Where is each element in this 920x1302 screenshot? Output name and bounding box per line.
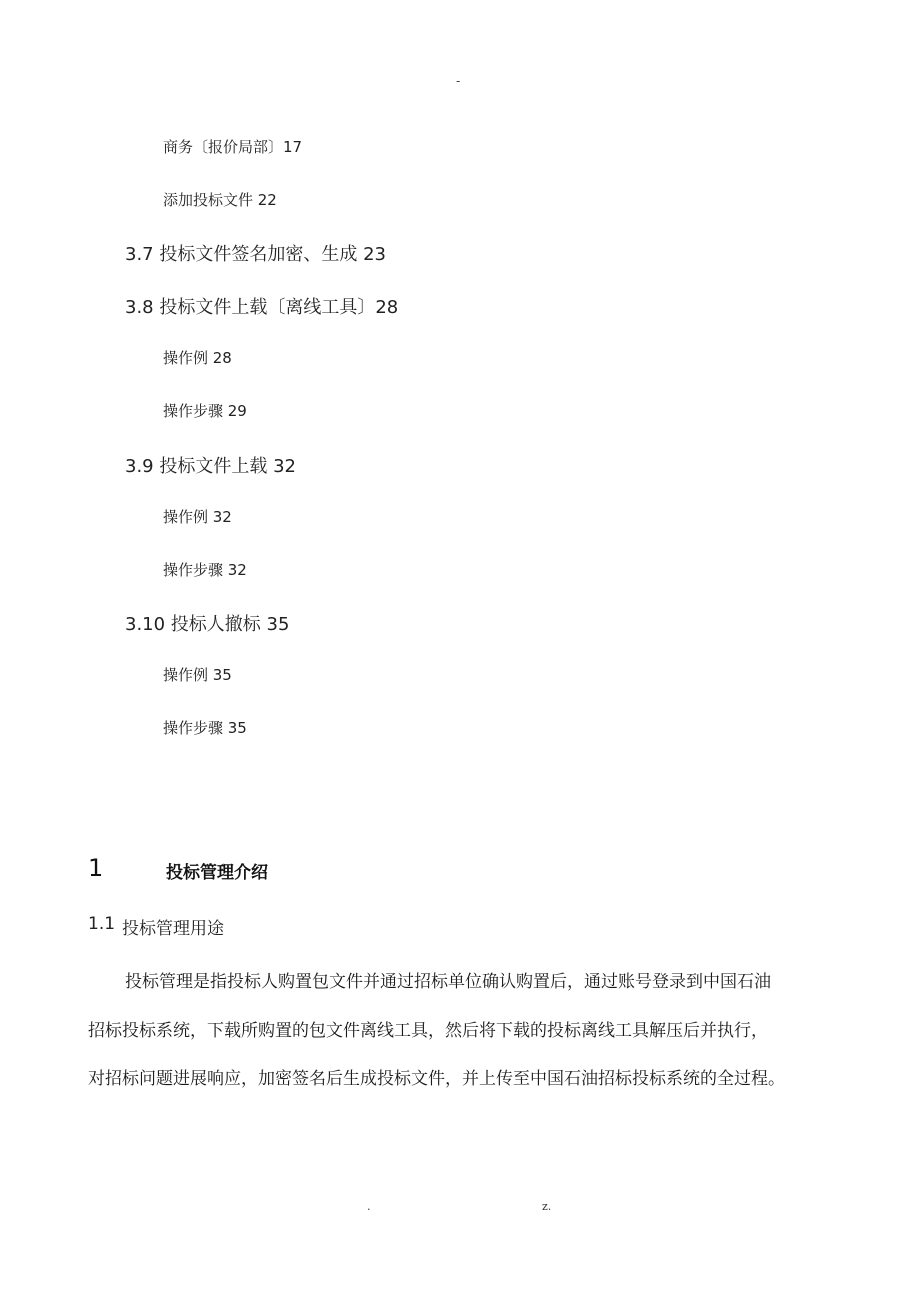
subsection-title: 投标管理用途 xyxy=(122,919,224,939)
toc-entry[interactable]: 3.10 投标人撤标 35 xyxy=(125,614,290,635)
paragraph-line: 投标管理是指投标人购置包文件并通过招标单位确认购置后，通过账号登录到中国石油 xyxy=(125,972,771,992)
toc-entry[interactable]: 操作例 32 xyxy=(163,508,232,526)
header-mark: - xyxy=(456,74,461,88)
toc-entry[interactable]: 操作例 35 xyxy=(163,666,232,684)
toc-entry[interactable]: 3.7 投标文件签名加密、生成 23 xyxy=(125,244,386,265)
toc-entry[interactable]: 操作例 28 xyxy=(163,349,232,367)
subsection-number: 1.1 xyxy=(88,914,116,934)
section-number: 1 xyxy=(88,854,104,882)
toc-entry[interactable]: 操作步骤 35 xyxy=(163,719,247,737)
toc-entry[interactable]: 操作步骤 29 xyxy=(163,402,247,420)
toc-entry[interactable]: 操作步骤 32 xyxy=(163,561,247,579)
toc-entry[interactable]: 3.8 投标文件上载〔离线工具〕28 xyxy=(125,297,399,318)
paragraph-line: 对招标问题进展响应，加密签名后生成投标文件，并上传至中国石油招标投标系统的全过程。 xyxy=(88,1069,785,1089)
footer-right-mark: z. xyxy=(542,1200,552,1213)
paragraph-line: 招标投标系统，下载所购置的包文件离线工具，然后将下载的投标离线工具解压后并执行， xyxy=(88,1021,768,1041)
toc-entry[interactable]: 添加投标文件 22 xyxy=(163,191,277,209)
toc-entry[interactable]: 商务〔报价局部〕17 xyxy=(163,138,303,156)
toc-entry[interactable]: 3.9 投标文件上载 32 xyxy=(125,456,296,477)
footer-left-mark: . xyxy=(367,1200,371,1213)
section-title: 投标管理介绍 xyxy=(166,863,268,883)
